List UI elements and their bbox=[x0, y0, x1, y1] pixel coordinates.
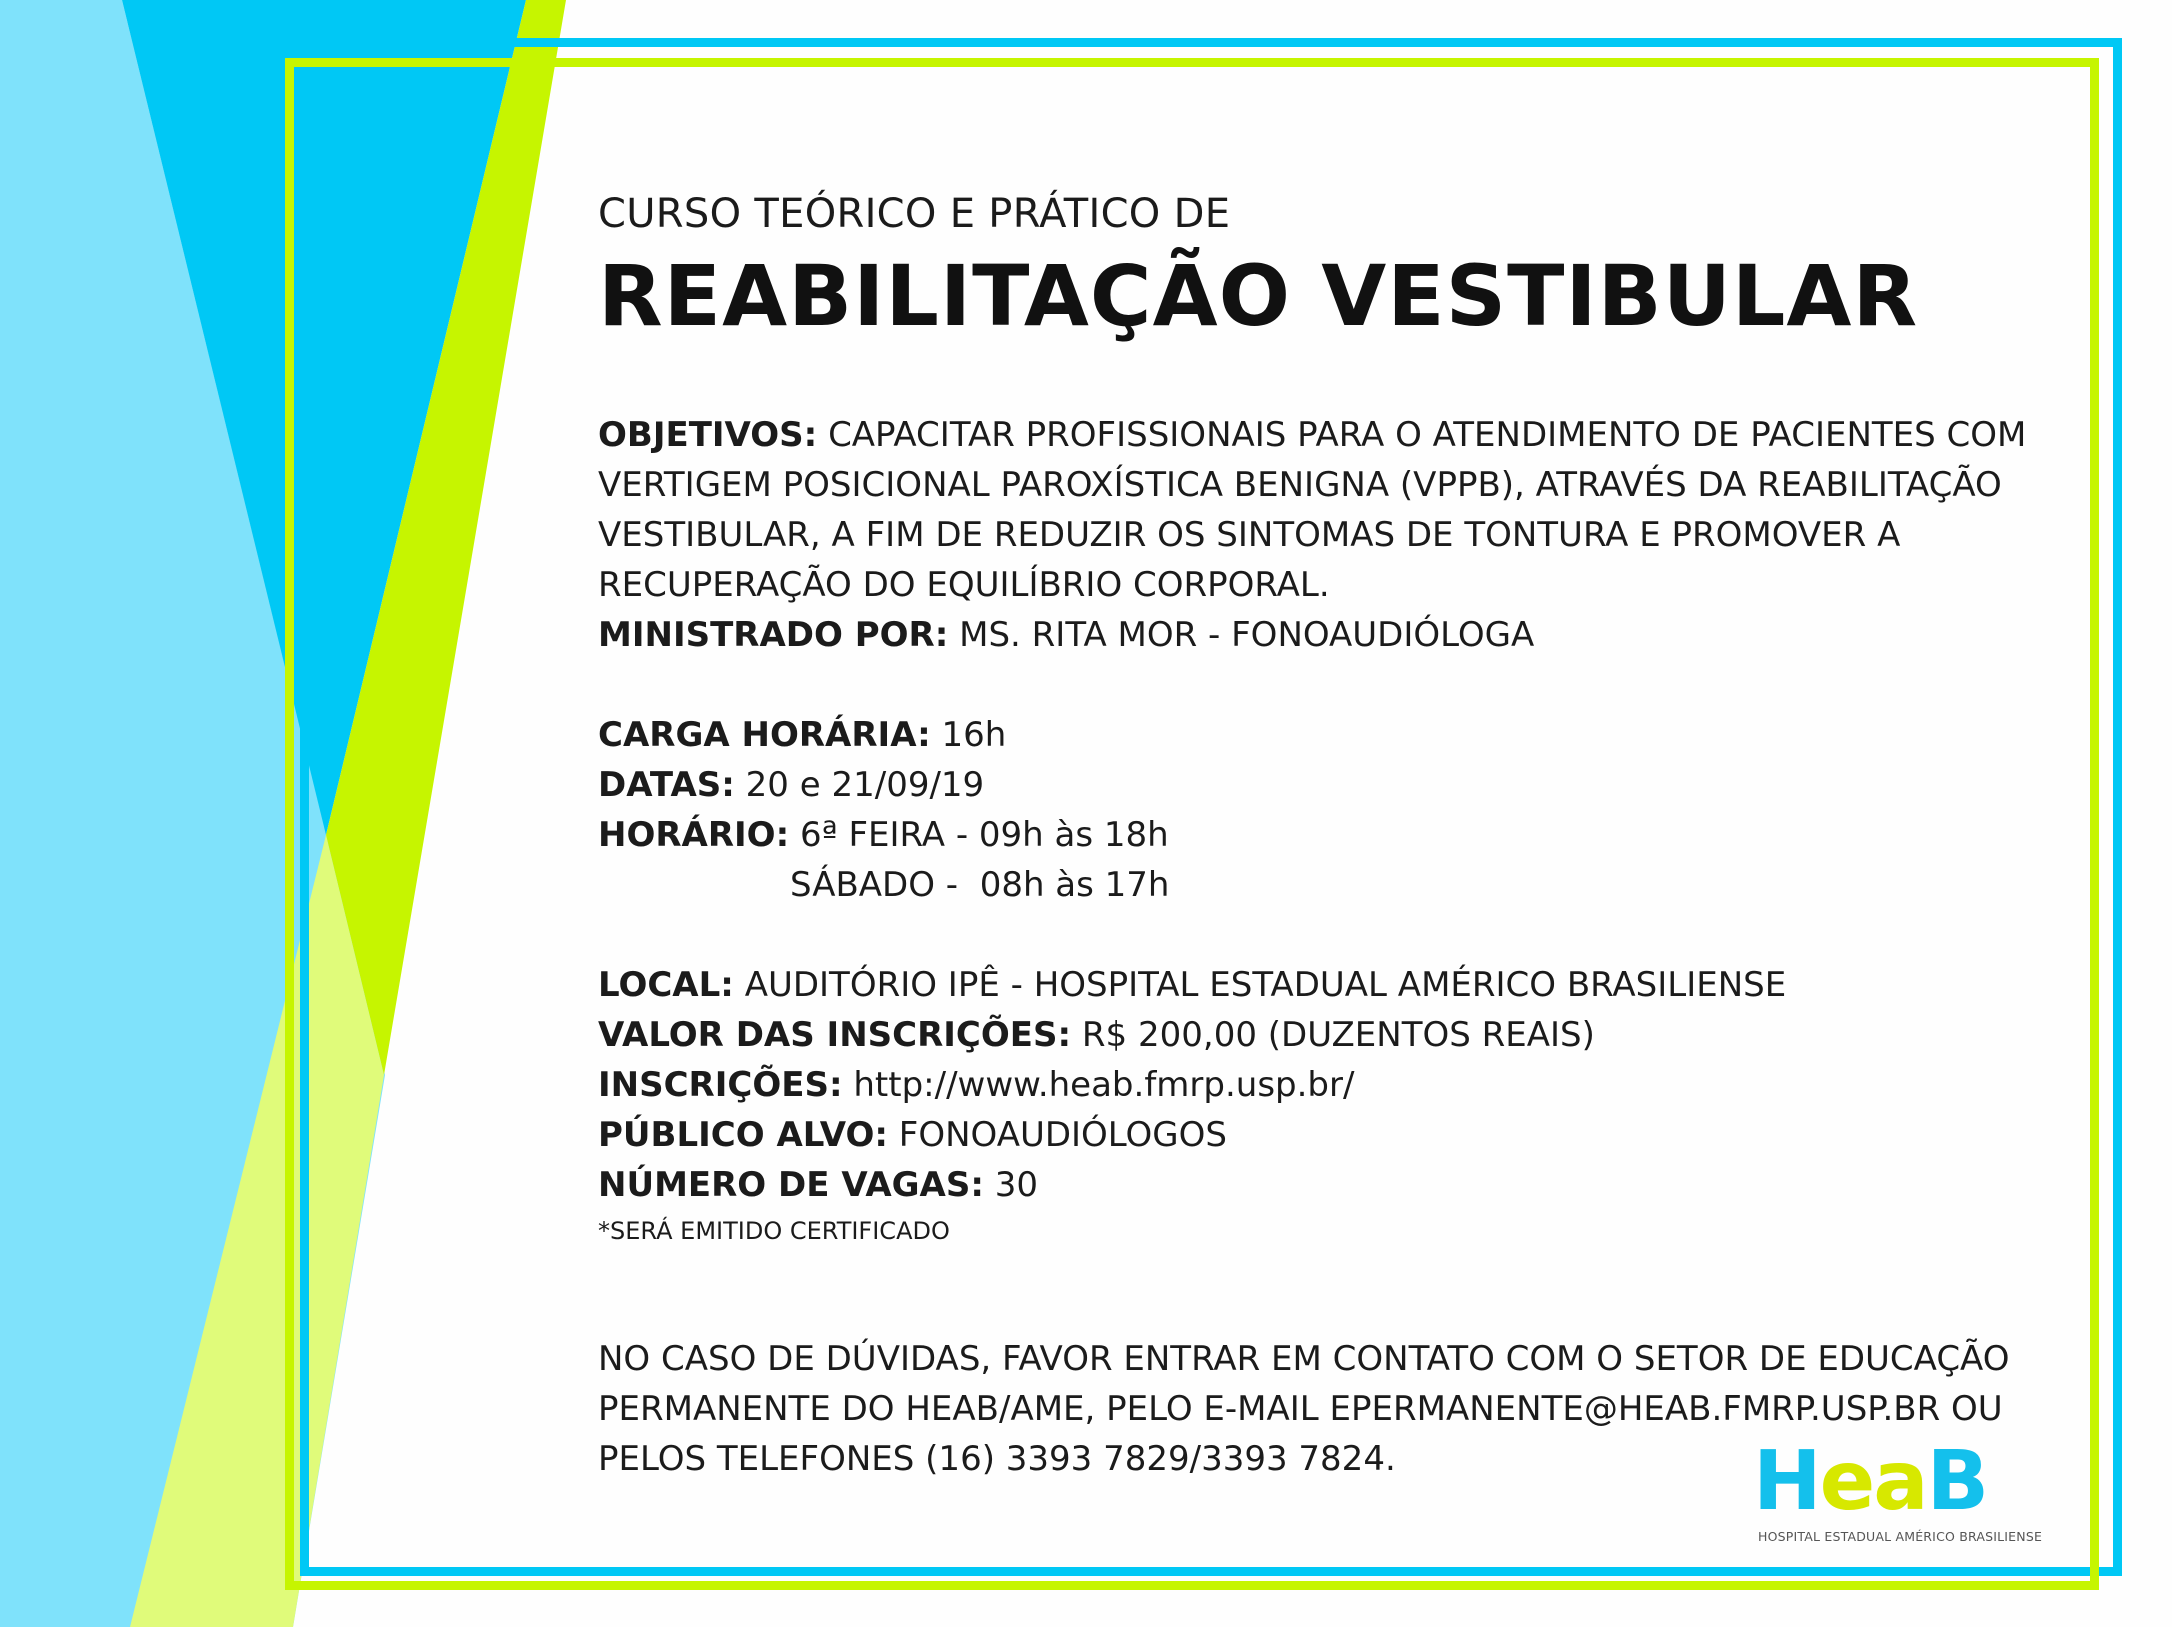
vagas-line bbox=[598, 1160, 2058, 1210]
carga-line bbox=[598, 710, 2058, 760]
local-value: AUDITÓRIO IPÊ - HOSPITAL ESTADUAL AMÉRICO BRASILIENSE bbox=[744, 965, 1787, 1005]
ministrado-label: MINISTRADO POR: bbox=[598, 615, 949, 655]
inscricoes-line bbox=[598, 1060, 2058, 1110]
local-label: LOCAL: bbox=[598, 965, 734, 1005]
valor-value: R$ 200,00 (DUZENTOS REAIS) bbox=[1081, 1015, 1595, 1055]
inscricoes-url[interactable]: http://www.heab.fmrp.usp.br/ bbox=[853, 1065, 1355, 1105]
publico-value: FONOAUDIÓLOGOS bbox=[898, 1115, 1227, 1155]
logo-subtitle: HOSPITAL ESTADUAL AMÉRICO BRASILIENSE bbox=[1758, 1529, 2043, 1544]
logo-letter-h: H bbox=[1753, 1434, 1820, 1529]
valor-line bbox=[598, 1010, 2058, 1060]
logo-letters-ea: ea bbox=[1819, 1434, 1927, 1529]
objetivos-text: CAPACITAR PROFISSIONAIS PARA O ATENDIMENTO DE PACIENTES COM VERTIGEM POSICIONAL PAROXÍSTICA BENIGNA (VPPB), ATRAVÉS DA REABILITAÇÃO VESTIBULAR, A FIM DE REDUZIR OS SINTOMAS DE TONTURA E PROMOVER A RECUPERAÇÃO DO EQUILÍBRIO CORPORAL. bbox=[598, 415, 2027, 605]
objetivos-paragraph bbox=[598, 410, 2058, 610]
ministrado-text: MS. RITA MOR - FONOAUDIÓLOGA bbox=[959, 615, 1535, 655]
heab-logo bbox=[1753, 1434, 2053, 1575]
vagas-label: NÚMERO DE VAGAS: bbox=[598, 1165, 984, 1205]
objetivos-label: OBJETIVOS: bbox=[598, 415, 818, 455]
datas-label: DATAS: bbox=[598, 765, 735, 805]
logo-letter-b: B bbox=[1926, 1434, 1988, 1529]
datas-value: 20 e 21/09/19 bbox=[745, 765, 985, 805]
inscricoes-label: INSCRIÇÕES: bbox=[598, 1065, 843, 1105]
course-subtitle: CURSO TEÓRICO E PRÁTICO DE bbox=[598, 191, 1231, 237]
details-block bbox=[598, 410, 2058, 1248]
vagas-value: 30 bbox=[994, 1165, 1039, 1205]
flyer-content bbox=[598, 190, 2058, 1484]
publico-label: PÚBLICO ALVO: bbox=[598, 1115, 888, 1155]
horario-line-2 bbox=[598, 860, 2058, 910]
heab-logo-mark bbox=[1753, 1434, 2053, 1529]
horario-line bbox=[598, 810, 2058, 860]
horario-line1: 6ª FEIRA - 09h às 18h bbox=[800, 815, 1169, 855]
ministrado-line bbox=[598, 610, 2058, 660]
publico-line bbox=[598, 1110, 2058, 1160]
valor-label: VALOR DAS INSCRIÇÕES: bbox=[598, 1015, 1072, 1055]
carga-label: CARGA HORÁRIA: bbox=[598, 715, 931, 755]
horario-label: HORÁRIO: bbox=[598, 815, 790, 855]
horario-line2: SÁBADO - 08h às 17h bbox=[790, 865, 1170, 905]
contact-paragraph: NO CASO DE DÚVIDAS, FAVOR ENTRAR EM CONTATO COM O SETOR DE EDUCAÇÃO PERMANENTE DO HEAB/AME, PELO E-MAIL EPERMANENTE@HEAB.FMRP.USP.BR OU PELOS TELEFONES (16) 3393 7829/3393 7824. bbox=[598, 1339, 2010, 1479]
course-title: REABILITAÇÃO VESTIBULAR bbox=[598, 247, 1919, 345]
datas-line bbox=[598, 760, 2058, 810]
carga-value: 16h bbox=[941, 715, 1007, 755]
certificate-note: *SERÁ EMITIDO CERTIFICADO bbox=[598, 1217, 950, 1245]
local-line bbox=[598, 960, 2058, 1010]
